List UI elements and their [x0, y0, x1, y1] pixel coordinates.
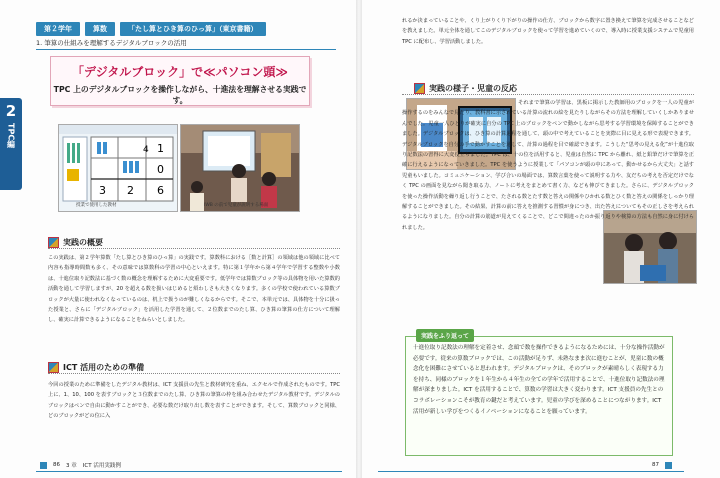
section-practice-body: それまで筆算の学習は、黒板に掲示した教師用のブロックを一人の児童が操作するのをみんなで見たり、教科書に示されている計算の流れの絵を見たりしながらその方法を理解していくしかありませんでした。児童一人ひとりが確実に自分の TPC 上のブロックをペンで動かしながら思考する学習環境を保障することができました。デジタルブロックは、ひき算の計算過程を通して、頭の中で考えていることを実際に目に見える形で表現できます。デジタルブロックを自分の手で動かすことを通して、計算の過程を目で確認できます。こうした“思考の見える化”が十進位取り記数法の習得に大変役立ちました。TPC は、十の位を活用すると、児童は自然に TPC から離れ、紙と鉛筆だけで筆算を正確に行えるようになっていきました。TPC を使うように授業して「パソコンが頭の中にあって、動かせるから大丈夫」と話す児童もいました。コミュニケーション、学び合いの場面では、算数言葉を使って説明する力や、友だちの考えを否定だけでなく TPC の画面を見ながら聞き取る力、ノートに考えをまとめて書く力、なども伸びてきました。さらに、デジタルブロックを使った操作活動を繰り返し行うことで、たされる数とたす数と答えの関係やひかれる数とひく数と答えの関係をしっかり理解することができました。その結果、計算の前に答えを推測する習慣が身につき、出た答えについてもその正しさを考えられるようになりました。自分の計算の筋道が見えてくることで、どこで間違ったのか振り返りや検算の方法も自然に身に付けられました。	[402, 100, 694, 231]
footer-chapter: 3 章	[66, 463, 77, 469]
footer-title: ICT 活用実践例	[82, 463, 121, 469]
left-page	[0, 0, 356, 478]
reflection-label: 実践をふり返って	[416, 329, 474, 342]
grade-tag: 第２学年	[36, 22, 80, 36]
unit-line: 1. 筆算の仕組みを理解するデジタルブロックの活用	[36, 39, 187, 47]
right-footer	[652, 460, 672, 470]
section-rule	[48, 248, 340, 249]
app-toolbar	[59, 125, 177, 134]
grid-digit: 6	[157, 184, 164, 197]
iwb-scene	[181, 125, 299, 211]
lesson-tags	[36, 22, 266, 36]
title-box	[50, 56, 310, 106]
grid-digit: 2	[127, 184, 134, 197]
section-ict-body: 今回の授業のために準備をしたデジタル教材は、ICT 支援員の先生と教材研究を重ね、エクセルで作成されたものです。TPC 上に、1、10、100 を表すブロックと３位数までのたし算、ひき算の筆算の枠を組み合わせたデジタル教材です。デジタルのブロックはペンで自由に動かすことができ、必要な数だけ取り出し数を表すことができます。そして、算数ブロックと同様、どのブロックがどの位に入	[48, 382, 340, 420]
sub-title: TPC 上のデジタルブロックを操作しながら、十進法を理解させる実践です。	[53, 85, 307, 105]
cube-icon	[48, 362, 59, 373]
section-practice-title: 実践の様子・児童の反応	[429, 84, 517, 93]
right-page-number: 87	[652, 462, 659, 468]
photo-caption-2: IWB の前で児童が説明する場面	[204, 203, 269, 208]
footer-marker-icon	[665, 462, 672, 469]
section-rule	[48, 373, 340, 374]
unit-tag: 「たし算とひき算のひっ算」（東京書籍）	[120, 22, 266, 36]
grid-digit: 3	[99, 184, 106, 197]
header-rule	[36, 49, 336, 50]
footer-rule	[36, 471, 342, 472]
footer-rule	[378, 471, 684, 472]
left-footer	[40, 460, 121, 470]
cube-icon	[48, 237, 59, 248]
footer-marker-icon	[40, 462, 47, 469]
section-overview-title: 実践の概要	[63, 238, 103, 247]
main-title: 「デジタルブロック」で≪パソコン頭≫	[72, 65, 288, 79]
side-tab-number: 2	[5, 102, 17, 120]
classroom-photo	[180, 124, 300, 212]
digital-block-screen	[59, 125, 177, 211]
chapter-side-tab	[0, 98, 22, 190]
ten-block-icons	[67, 143, 80, 181]
section-rule	[402, 94, 694, 95]
section-practice-heading	[414, 83, 517, 94]
section-overview-heading	[48, 237, 103, 248]
section-ict-heading	[48, 362, 144, 373]
photo-caption-1: 授業で使用した教材	[76, 203, 117, 208]
reflection-body: 十進位取り記数法の理解を定着させ、念頭で数を操作できるようになるためには、十分な操作活動が必要です。従来の算数ブロックでは、この活動が足りず、未熟なまま次に進むことが、児童に数の概念化を困難にさせていると思われます。デジタルブロックは、そのブロックが素晴らしく表現する力を持ち、同様のブロックを１年生から４年生の全ての学年で活用することで、十進位取り記数法の理解が深まりました。ICT を活用することで、算数の学習は大きく変わります。ICT 支援員の先生とのコラボレーションこそが教育の鍵だと考えています。児童の学びを深めることにつながります。ICT 活用が新しい学びをつくるイノベーションになることを願っています。	[413, 345, 665, 415]
teaching-material-photo	[58, 124, 178, 212]
left-page-number: 86	[53, 462, 60, 468]
grid-digit: 4	[143, 145, 149, 155]
section-overview-body: この実践は、第２学年算数「たし算とひき算のひっ算」の実践です。算数科における［数と計算］の領域は他の領域に比べて内容も指導時間数も多く、その意味では算数科の学習の中心といえます。特に第１学年から第４学年で学習する整数や小数は、十進位取り記数法に基づく数の概念を理解するために大変重要です。低学年では算数ブロック等の具体物を用いた算数的活動を通して学習しますが、20 を超える数を扱いはじめると煩わしさも大きくなります。多くの学校で使われている算数ブロックが大量に使われなくなっているのは、机上で扱うのが難しくなるからです。そこで、本単元では、具体物を十分に扱った授業と、さらに「デジタルブロック」を活用した学習を通して、２位数までのたし算、ひき算の筆算の仕方について理解し、確実に計算できるようになることをねらいとしました。	[48, 255, 340, 324]
subject-tag: 算数	[85, 22, 115, 36]
right-page	[362, 0, 720, 478]
cube-icon	[414, 83, 425, 94]
section-ict-title: ICT 活用のための準備	[63, 363, 145, 372]
grid-digit: 0	[157, 163, 164, 176]
grid-digit: 1	[157, 142, 164, 155]
side-tab-label: TPC編	[6, 123, 16, 149]
continued-text: れるか決まっていることや、くり上がりくり下がりの操作の仕方、ブロックから数字に置き換えて筆算を完成させることなどを教えました。単元全体を通してこのデジタルブロックを使って学習を進めていくので、導入時に授業支援システムで児童用 TPC に配布し、学習活動しました。	[402, 18, 694, 45]
